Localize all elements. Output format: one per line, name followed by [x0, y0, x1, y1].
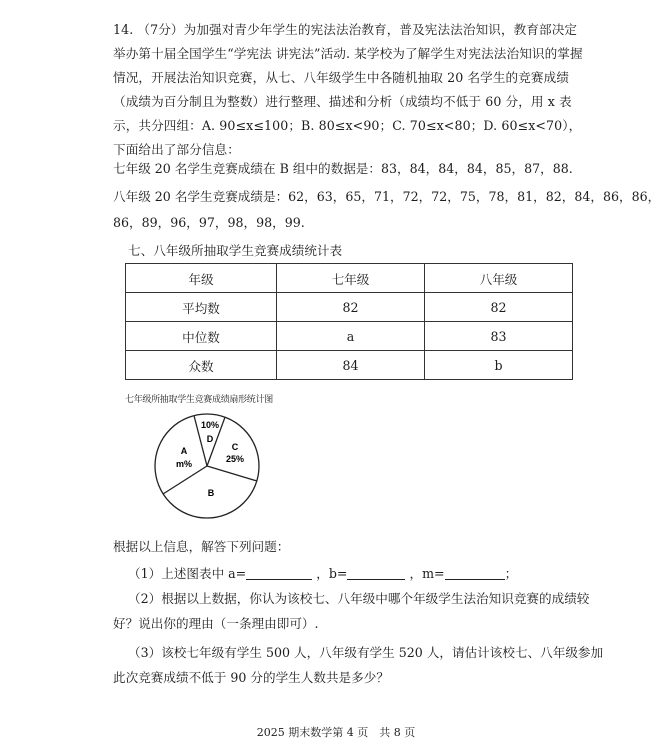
q1-m-label: ，m= [409, 566, 445, 581]
header-grade: 年级 [126, 264, 277, 293]
answer-blank-b[interactable] [347, 565, 405, 580]
cell-median-grade7: a [277, 322, 425, 351]
question-2-line-2: 好？说出你的理由（一条理由即可）. [113, 616, 319, 631]
pie-chart [150, 410, 270, 520]
cell-median-grade8: 83 [425, 322, 573, 351]
question-3-line-2: 此次竞赛成绩不低于 90 分的学生人数共是多少？ [113, 670, 389, 685]
q1-a-label: （1）上述图表中 a= [128, 566, 247, 581]
pie-divider-right [207, 466, 257, 481]
table-header-row [126, 264, 573, 293]
cell-mode-label: 众数 [126, 351, 277, 380]
question-1 [128, 563, 517, 582]
cell-mean-grade7: 82 [277, 293, 425, 322]
cell-mode-grade7: 84 [277, 351, 425, 380]
cell-mean-label: 平均数 [126, 293, 277, 322]
table-row-median [126, 322, 573, 351]
grade8-data-line-2: 86，89，96，97，98，98，99. [113, 215, 305, 230]
pie-label-c-pct: 25% [225, 454, 245, 464]
pie-label-d: D [206, 434, 214, 444]
table-row-mode [126, 351, 573, 380]
pie-label-b: B [207, 488, 215, 498]
answer-blank-m[interactable] [445, 565, 505, 580]
cell-mean-grade8: 82 [425, 293, 573, 322]
cell-mode-grade8: b [425, 351, 573, 380]
header-grade8: 八年级 [425, 264, 573, 293]
question-2-line-1: （2）根据以上数据，你认为该校七、八年级中哪个年级学生法治知识竞赛的成绩较 [128, 591, 590, 606]
pie-label-a-pct: m% [175, 459, 193, 469]
q1-b-label: ，b= [316, 566, 348, 581]
problem-statement: 14. （7分）为加强对青少年学生的宪法法治教育，普及宪法法治知识，教育部决定举办第十届全国学生“学宪法 讲宪法”活动. 某学校为了解学生对宪法法治知识的掌握情况，开展法治知识竞赛，从七、八年级学生中各随机抽取 20 名学生的竞赛成绩（成绩为百分制且为整数）进行整理、描述和分析（成绩均不低于 60 分，用 x 表示，共分四组：A. 90≤x≤100；B. 80≤x<90；C. 70≤x<80；D. 60≤x<70），下面给出了部分信息： [113, 22, 583, 157]
answer-blank-a[interactable] [246, 565, 312, 580]
question-3-line-1: （3）该校七年级有学生 500 人，八年级有学生 520 人，请估计该校七、八年级参加 [128, 645, 604, 660]
table-title: 七、八年级所抽取学生竞赛成绩统计表 [128, 243, 343, 258]
pie-label-d-pct: 10% [200, 420, 220, 430]
grade7-data-line: 七年级 20 名学生竞赛成绩在 B 组中的数据是：83，84，84，84，85，87，88. [113, 161, 573, 176]
questions-intro: 根据以上信息，解答下列问题： [113, 539, 290, 554]
table-row-mean [126, 293, 573, 322]
page-footer: 2025 期末数学第 4 页 共 8 页 [256, 726, 416, 739]
grade8-data-line-1: 八年级 20 名学生竞赛成绩是：62，63，65，71，72，72，75，78，81，82，84，86，86， [113, 189, 661, 204]
pie-chart-title: 七年级所抽取学生竞赛成绩扇形统计图 [125, 395, 273, 405]
pie-divider-bottom-left [163, 466, 207, 494]
statistics-table [125, 263, 573, 380]
pie-label-a: A [180, 446, 188, 456]
cell-median-label: 中位数 [126, 322, 277, 351]
pie-label-c: C [231, 442, 239, 452]
q1-end: ； [504, 566, 518, 581]
header-grade7: 七年级 [277, 264, 425, 293]
